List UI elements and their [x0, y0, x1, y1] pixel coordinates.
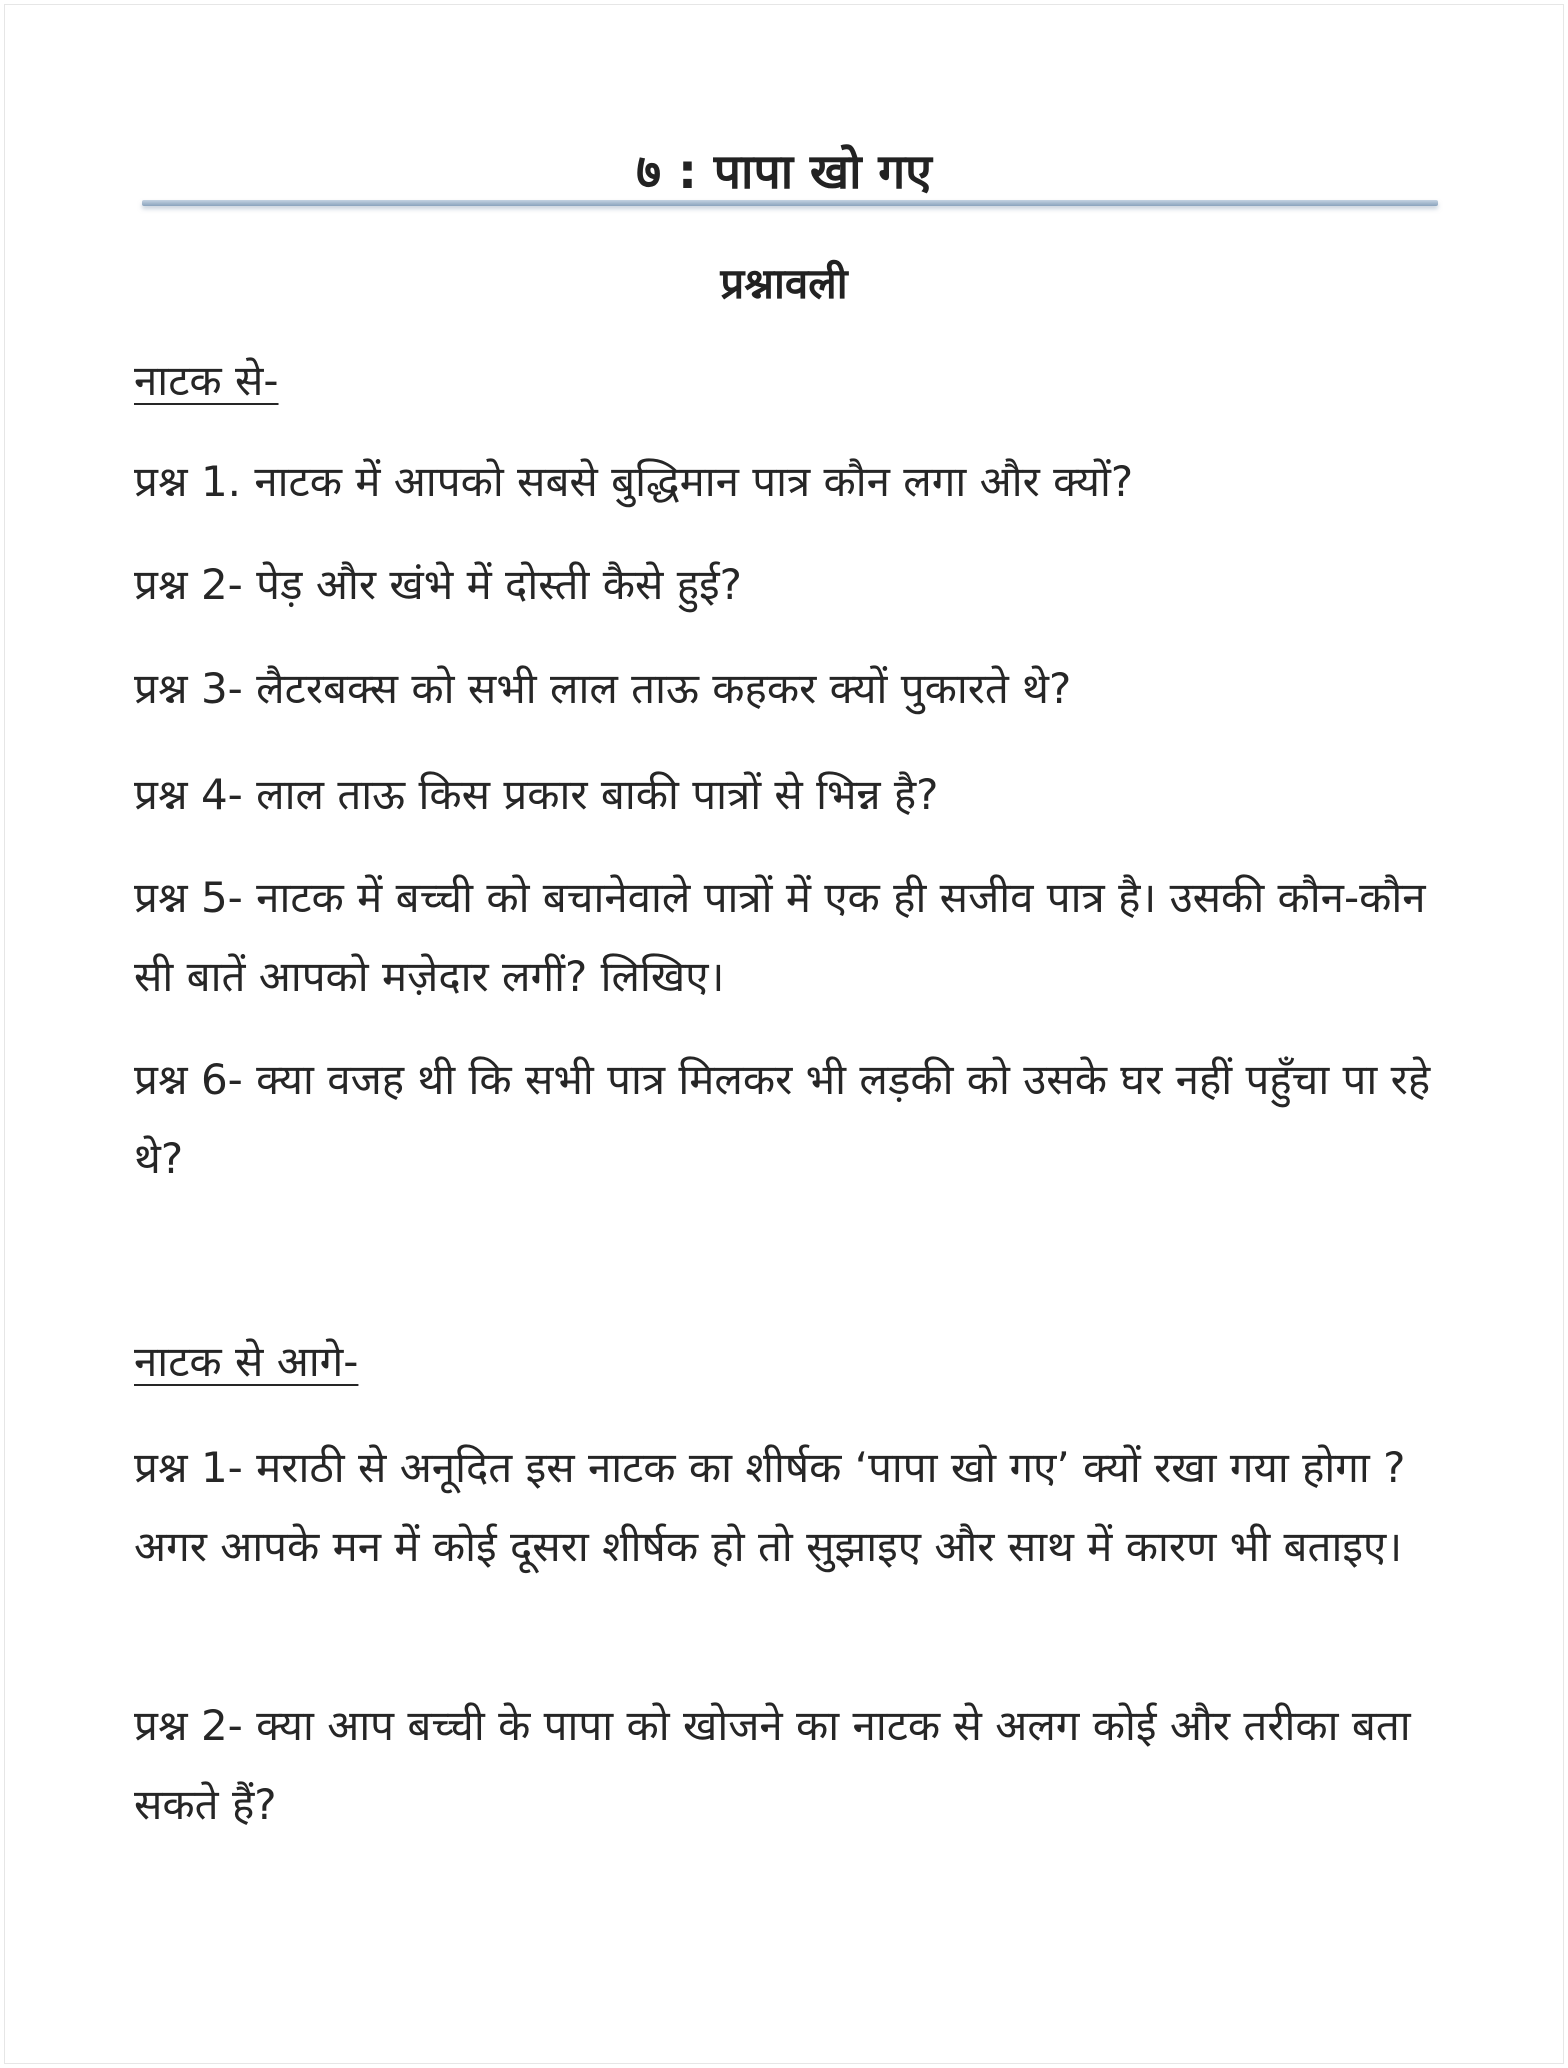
section-heading-natak-se: नाटक से- [134, 356, 279, 405]
question-item: प्रश्न 5- नाटक में बच्ची को बचानेवाले पात्रों में एक ही सजीव पात्र है। उसकी कौन-कौन सी बातें आपको मज़ेदार लगीं? लिखिए। [134, 873, 1426, 1001]
exercise-heading: प्रश्नावली [720, 259, 848, 308]
question-item: प्रश्न 2- क्या आप बच्ची के पापा को खोजने का नाटक से अलग कोई और तरीका बता सकते हैं? [134, 1701, 1411, 1829]
question-item: प्रश्न 1. नाटक में आपको सबसे बुद्धिमान पात्र कौन लगा और क्यों? [134, 457, 1134, 506]
question-item: प्रश्न 1- मराठी से अनूदित इस नाटक का शीर्षक ‘पापा खो गए’ क्यों रखा गया होगा ? अगर आपके मन में कोई दूसरा शीर्षक हो तो सुझाइए और साथ में कारण भी बताइए। [134, 1443, 1406, 1571]
question-item: प्रश्न 3- लैटरबक्स को सभी लाल ताऊ कहकर क्यों पुकारते थे? [134, 664, 1072, 713]
question-item: प्रश्न 6- क्या वजह थी कि सभी पात्र मिलकर भी लड़की को उसके घर नहीं पहुँचा पा रहे थे? [134, 1055, 1431, 1183]
question-item: प्रश्न 4- लाल ताऊ किस प्रकार बाकी पात्रों से भिन्न है? [134, 770, 939, 819]
chapter-title: ७ : पापा खो गए [636, 144, 932, 200]
question-item: प्रश्न 2- पेड़ और खंभे में दोस्ती कैसे हुई? [134, 560, 742, 609]
section-heading-natak-se-aage: नाटक से आगे- [134, 1337, 359, 1386]
title-divider [142, 200, 1438, 206]
